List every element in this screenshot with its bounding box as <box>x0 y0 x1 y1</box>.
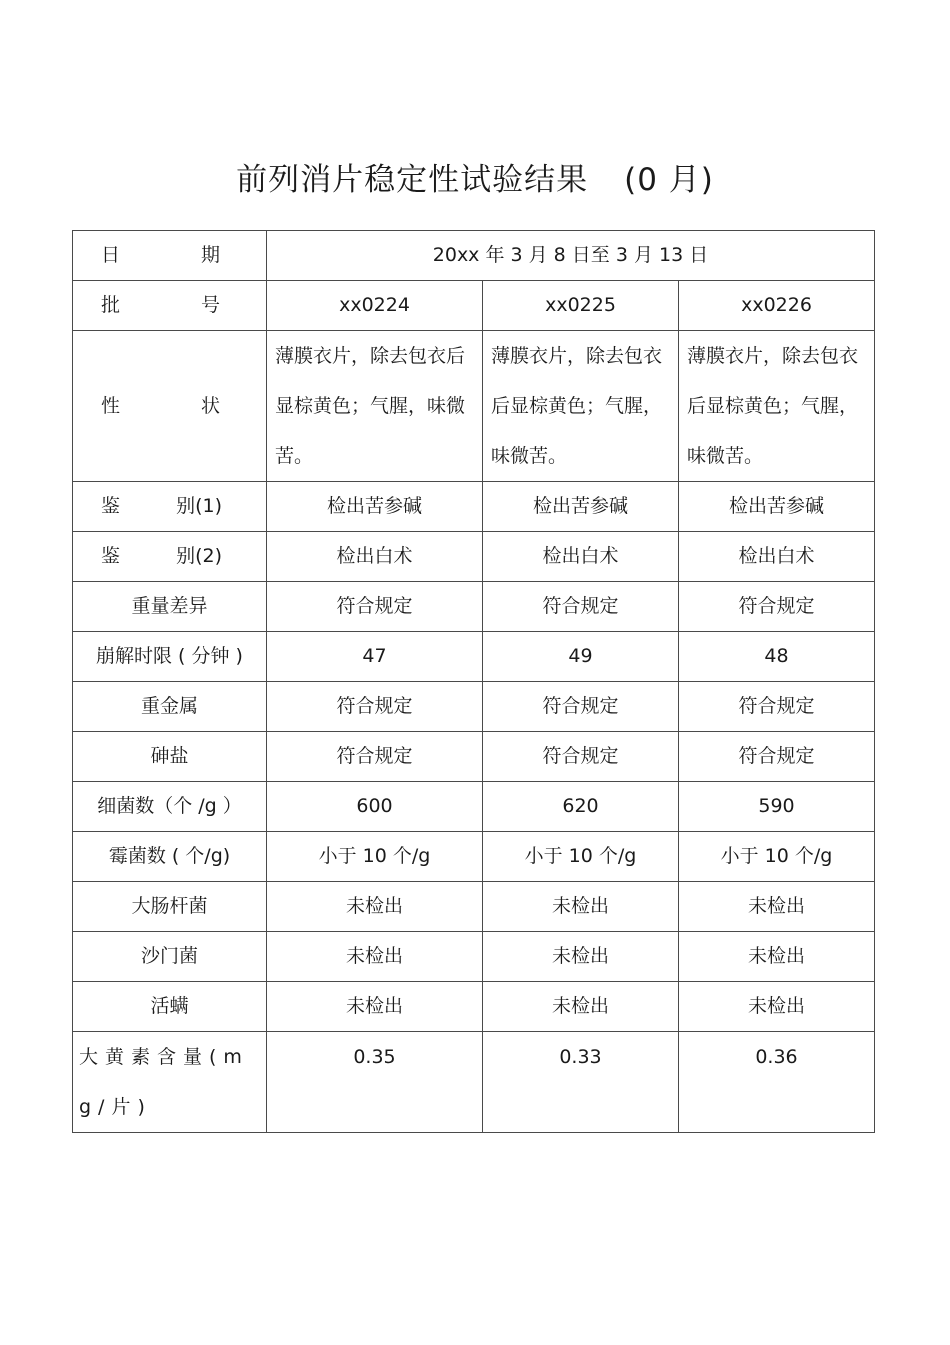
result-cell: 符合规定 <box>483 682 679 732</box>
appearance-cell: 薄膜衣片，除去包衣后显棕黄色；气腥，味微苦。 <box>679 331 875 482</box>
title-main: 前列消片稳定性试验结果 <box>236 162 589 198</box>
row-label-batch: 批 号 <box>73 281 267 331</box>
row-label-date: 日 期 <box>73 231 267 281</box>
result-cell: 0.36 <box>679 1032 875 1133</box>
table-row-heavy-metals <box>73 682 875 732</box>
result-cell: 检出苦参碱 <box>267 482 483 532</box>
result-cell: 未检出 <box>267 932 483 982</box>
result-cell: 48 <box>679 632 875 682</box>
table-row-bacteria-count <box>73 782 875 832</box>
result-cell: 0.35 <box>267 1032 483 1133</box>
batch-number-cell: xx0226 <box>679 281 875 331</box>
row-label: 大肠杆菌 <box>73 882 267 932</box>
result-cell: 小于 10 个/g <box>679 832 875 882</box>
table-row-identification-2 <box>73 532 875 582</box>
result-cell: 符合规定 <box>267 732 483 782</box>
row-label: 活螨 <box>73 982 267 1032</box>
batch-number-cell: xx0225 <box>483 281 679 331</box>
appearance-cell: 薄膜衣片，除去包衣后显棕黄色；气腥，味微苦。 <box>483 331 679 482</box>
table-row-appearance <box>73 331 875 482</box>
row-label: 沙门菌 <box>73 932 267 982</box>
result-cell: 590 <box>679 782 875 832</box>
result-cell: 符合规定 <box>483 732 679 782</box>
row-label-identification-1: 鉴 别(1) <box>73 482 267 532</box>
row-label: 霉菌数 ( 个/g) <box>73 832 267 882</box>
table-row-live-mites <box>73 982 875 1032</box>
table-row-disintegration <box>73 632 875 682</box>
row-label: 重金属 <box>73 682 267 732</box>
result-cell: 未检出 <box>679 932 875 982</box>
result-cell: 符合规定 <box>679 682 875 732</box>
table-row-batch <box>73 281 875 331</box>
result-cell: 小于 10 个/g <box>483 832 679 882</box>
batch-number-cell: xx0224 <box>267 281 483 331</box>
result-cell: 符合规定 <box>267 682 483 732</box>
row-label: 大黄素含量(mg/片) <box>73 1032 267 1133</box>
row-label: 细菌数（个 /g ） <box>73 782 267 832</box>
document-title <box>0 155 950 205</box>
table-row-date <box>73 231 875 281</box>
result-cell: 620 <box>483 782 679 832</box>
result-cell: 49 <box>483 632 679 682</box>
result-cell: 600 <box>267 782 483 832</box>
result-cell: 47 <box>267 632 483 682</box>
row-label-identification-2: 鉴 别(2) <box>73 532 267 582</box>
table-row-weight-variation <box>73 582 875 632</box>
table-row-e-coli <box>73 882 875 932</box>
result-cell: 未检出 <box>267 882 483 932</box>
result-cell: 0.33 <box>483 1032 679 1133</box>
result-cell: 未检出 <box>679 982 875 1032</box>
table-row-salmonella <box>73 932 875 982</box>
row-label: 崩解时限 ( 分钟 ) <box>73 632 267 682</box>
row-label: 重量差异 <box>73 582 267 632</box>
stability-results-table <box>72 230 875 1133</box>
result-cell: 未检出 <box>483 882 679 932</box>
result-cell: 检出白术 <box>483 532 679 582</box>
appearance-cell: 薄膜衣片，除去包衣后显棕黄色；气腥，味微苦。 <box>267 331 483 482</box>
result-cell: 符合规定 <box>679 582 875 632</box>
table-row-identification-1 <box>73 482 875 532</box>
table-row-arsenic <box>73 732 875 782</box>
row-label: 砷盐 <box>73 732 267 782</box>
title-period: (0 月) <box>624 162 714 198</box>
result-cell: 检出白术 <box>679 532 875 582</box>
result-cell: 检出苦参碱 <box>483 482 679 532</box>
table-row-mold-count <box>73 832 875 882</box>
result-cell: 未检出 <box>483 932 679 982</box>
result-cell: 小于 10 个/g <box>267 832 483 882</box>
row-label-appearance: 性 状 <box>73 331 267 482</box>
result-cell: 符合规定 <box>267 582 483 632</box>
table-row-emodin-content <box>73 1032 875 1133</box>
result-cell: 检出苦参碱 <box>679 482 875 532</box>
result-cell: 未检出 <box>267 982 483 1032</box>
result-cell: 未检出 <box>483 982 679 1032</box>
result-cell: 检出白术 <box>267 532 483 582</box>
result-cell: 未检出 <box>679 882 875 932</box>
result-cell: 符合规定 <box>483 582 679 632</box>
result-cell: 符合规定 <box>679 732 875 782</box>
date-range-cell: 20xx 年 3 月 8 日至 3 月 13 日 <box>267 231 875 281</box>
